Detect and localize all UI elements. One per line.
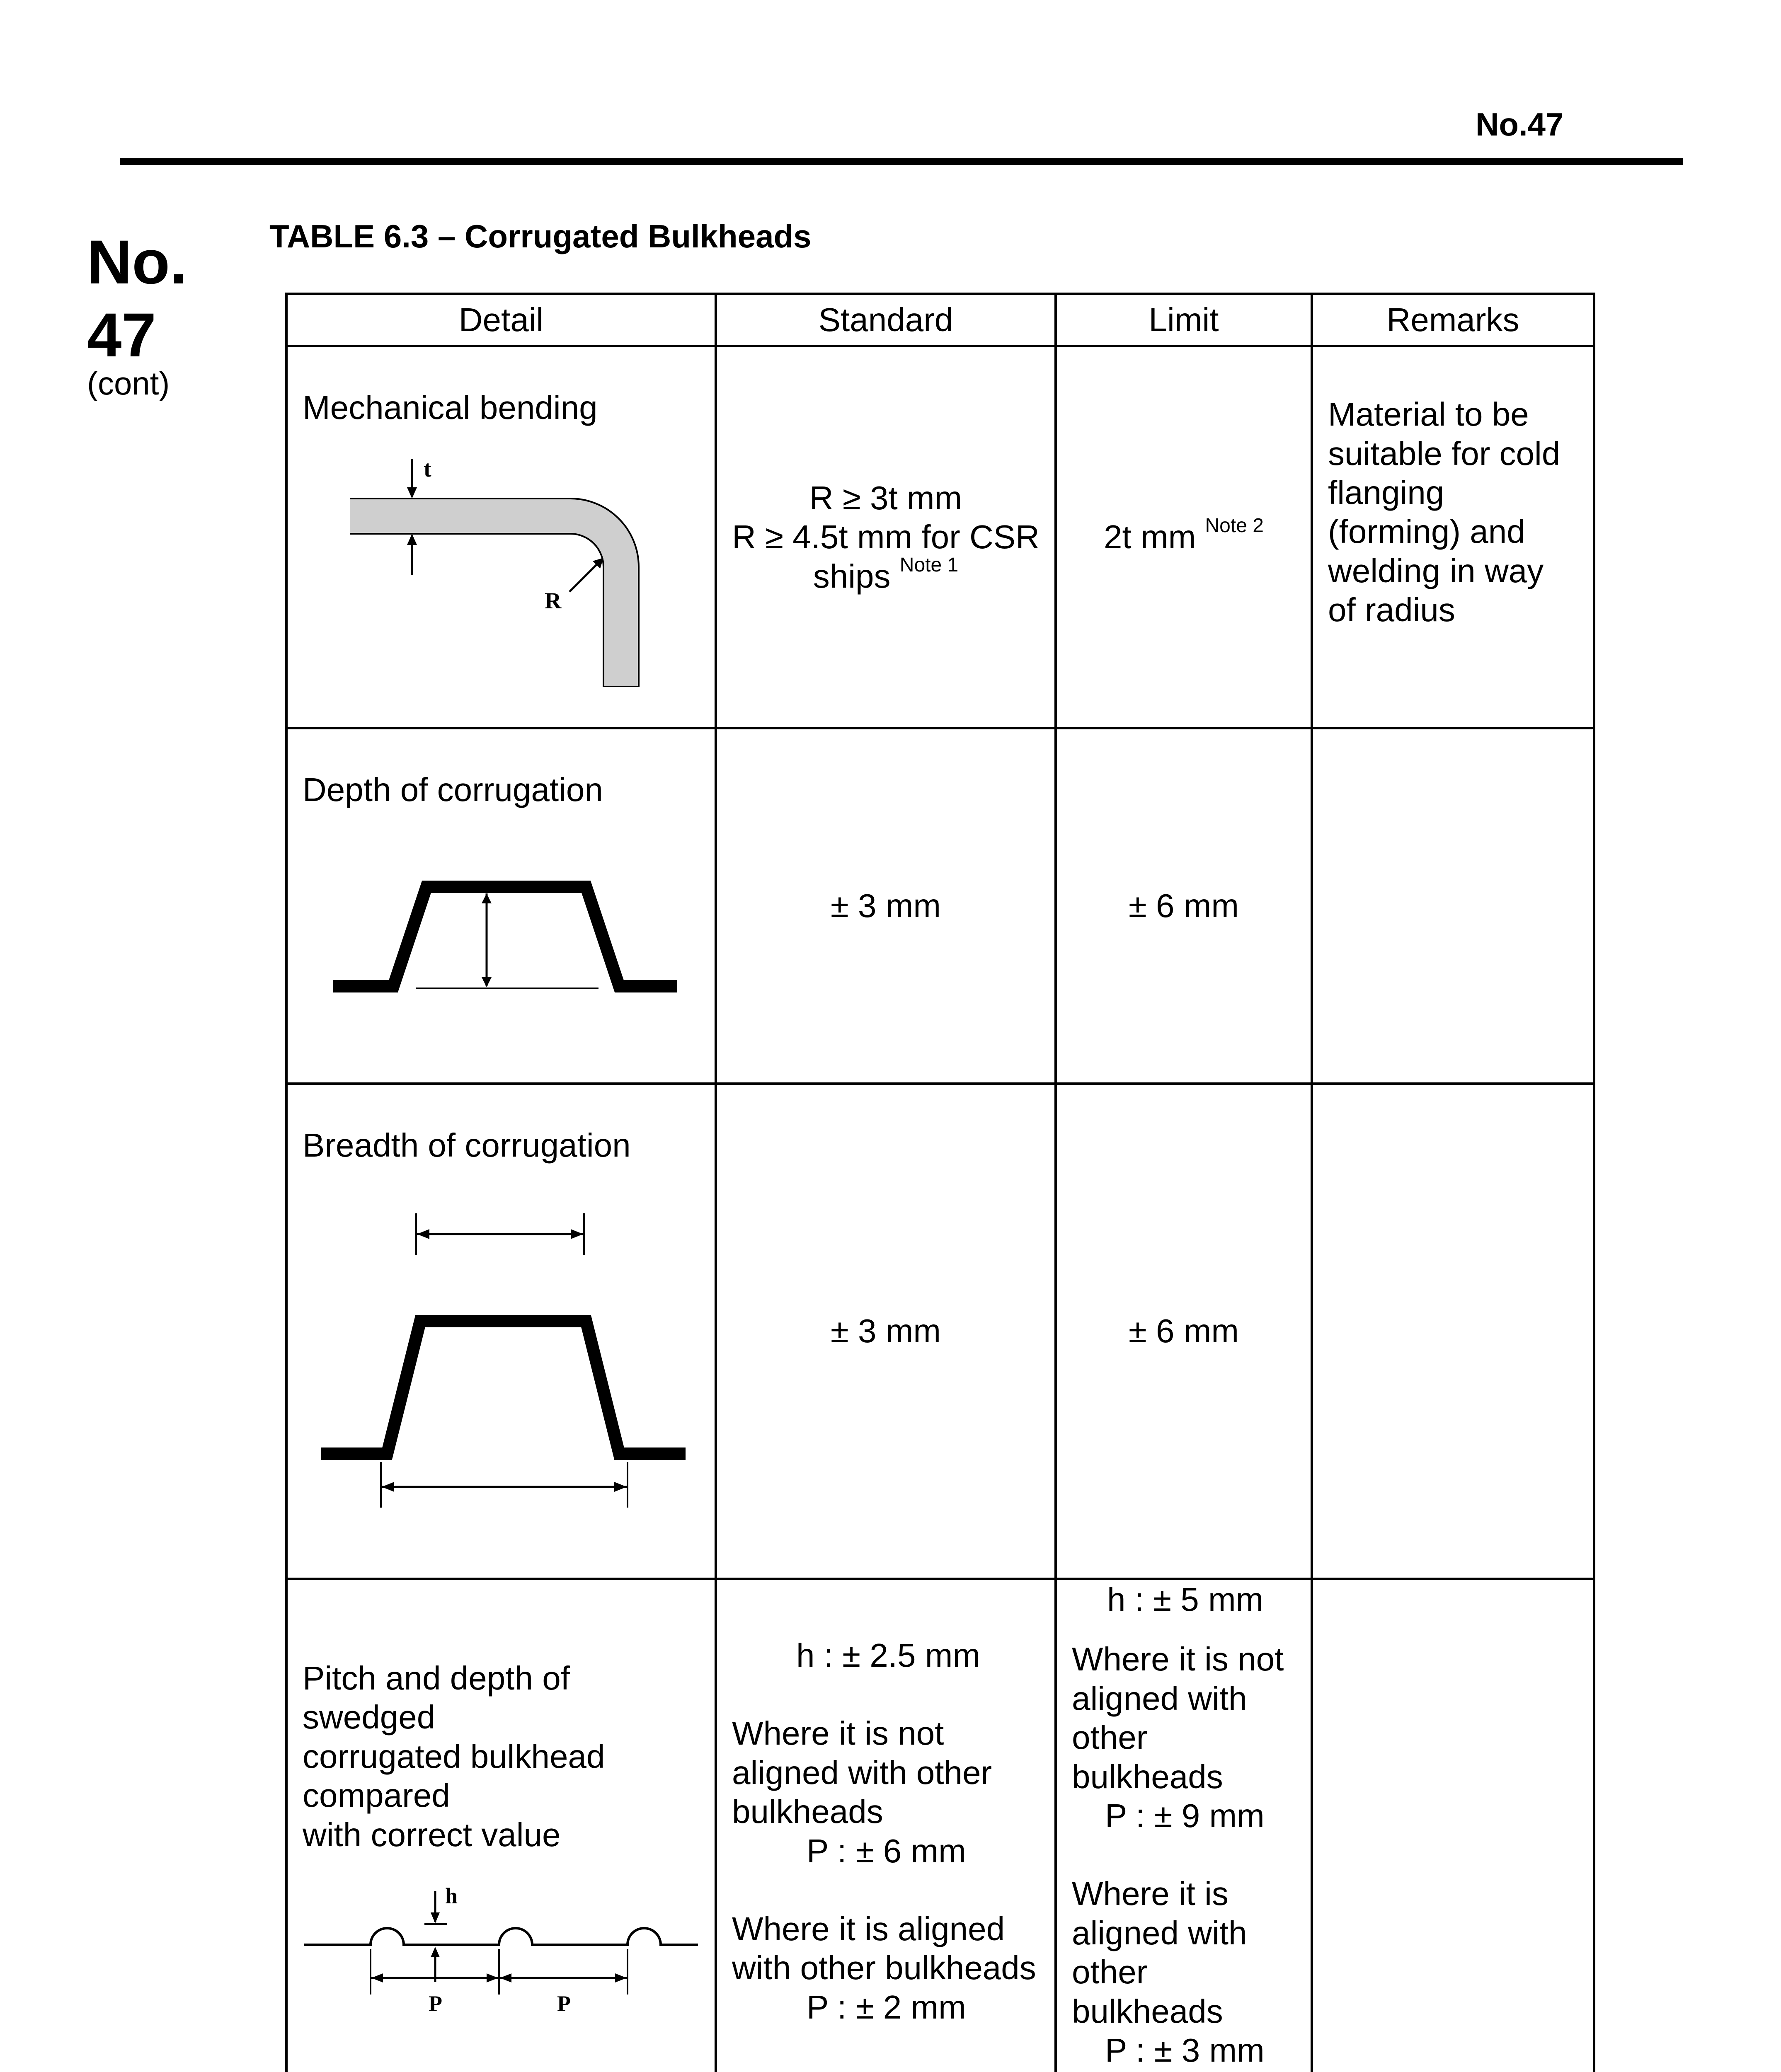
table-row [286, 728, 1594, 1084]
limit-line: Where it is not [1072, 1641, 1284, 1678]
detail-line: Pitch and depth of [303, 1660, 570, 1697]
detail-cell [286, 728, 716, 1084]
standard-line: Where it is not [732, 1715, 944, 1752]
header-limit: Limit [1056, 294, 1312, 346]
limit-line [1072, 1835, 1311, 1874]
detail-text: Mechanical bending [303, 389, 598, 426]
note-ref: Note 1 [899, 554, 959, 576]
note-ref: Note 2 [1205, 515, 1264, 537]
detail-line: with correct value [303, 1816, 561, 1853]
remarks-cell [1312, 346, 1594, 728]
detail-line: swedged [303, 1699, 436, 1736]
standard-line: with other bulkheads [732, 1949, 1036, 1987]
standard-line: P : ± 2 mm [807, 1988, 966, 2026]
header-standard: Standard [716, 294, 1056, 346]
table-row [286, 346, 1594, 728]
standard-line: bulkheads [732, 1793, 883, 1830]
limit-line: bulkheads [1072, 1758, 1223, 1795]
standard-line-text: ships [813, 557, 891, 595]
detail-text: Breadth of corrugation [303, 1127, 631, 1164]
corrugated-bulkheads-table [285, 293, 1595, 2072]
breadth-diagram [321, 1201, 686, 1545]
standard-line: R ≥ 3t mm [809, 479, 962, 516]
standard-line: Where it is aligned [732, 1910, 1005, 1947]
side-no-value: 47 [87, 300, 156, 370]
limit-text: 2t mm [1104, 518, 1196, 556]
detail-cell [286, 346, 716, 728]
remarks-line: (forming) and [1328, 513, 1525, 550]
detail-cell [286, 1579, 716, 2072]
remarks-line: suitable for cold [1328, 435, 1560, 472]
remarks-cell [1312, 1579, 1594, 2072]
table-row [286, 1084, 1594, 1579]
detail-cell [286, 1084, 716, 1579]
table-row [286, 1579, 1594, 2072]
limit-line: P : ± 3 mm [1105, 2031, 1265, 2069]
standard-line: h : ± 2.5 mm [796, 1637, 981, 1674]
document-number: No.47 [1476, 106, 1564, 143]
remarks-cell [1312, 728, 1594, 1084]
side-number [87, 226, 187, 371]
fig-label-h: h [445, 1887, 458, 1909]
limit-cell [1056, 1579, 1312, 2072]
standard-line: P : ± 6 mm [807, 1832, 966, 1869]
standard-cell [716, 1579, 1056, 2072]
table-title: TABLE 6.3 – Corrugated Bulkheads [269, 218, 812, 254]
table-header-row [286, 294, 1594, 346]
standard-cell [716, 346, 1056, 728]
remarks-line: Material to be [1328, 396, 1529, 433]
fig-label-t: t [424, 456, 431, 482]
limit-line: other [1072, 1719, 1148, 1756]
standard-line [732, 1675, 1054, 1714]
side-no-label: No. [87, 227, 187, 297]
bending-diagram [350, 455, 640, 687]
limit-line [1072, 1619, 1311, 1640]
depth-diagram [333, 821, 677, 1028]
standard-cell: ± 3 mm [716, 728, 1056, 1084]
remarks-line: of radius [1328, 591, 1455, 629]
remarks-line: welding in way [1328, 552, 1544, 589]
standard-line [717, 554, 1054, 596]
side-cont: (cont) [87, 365, 170, 402]
standard-line: aligned with other [732, 1754, 992, 1791]
header-rule [120, 158, 1683, 165]
remarks-line: flanging [1328, 474, 1444, 511]
fig-label-r: R [545, 588, 562, 614]
remarks-cell [1312, 1084, 1594, 1579]
limit-line: aligned with [1072, 1680, 1247, 1717]
limit-line: bulkheads [1072, 1992, 1223, 2030]
standard-cell: ± 3 mm [716, 1084, 1056, 1579]
limit-line: h : ± 5 mm [1107, 1581, 1264, 1618]
pitch-diagram [304, 1887, 698, 2019]
fig-label-p1: P [429, 1991, 442, 2016]
limit-cell: ± 6 mm [1056, 728, 1312, 1084]
limit-line: P : ± 9 mm [1105, 1797, 1265, 1834]
fig-label-p2: P [557, 1991, 571, 2016]
limit-cell: ± 6 mm [1056, 1084, 1312, 1579]
standard-line [732, 1871, 1054, 1910]
limit-cell [1056, 346, 1312, 728]
detail-line: compared [303, 1777, 450, 1814]
limit-line: other [1072, 1953, 1148, 1991]
detail-text: Depth of corrugation [303, 771, 603, 808]
limit-line: Where it is [1072, 1875, 1229, 1912]
header-remarks: Remarks [1312, 294, 1594, 346]
header-detail: Detail [286, 294, 716, 346]
detail-line: corrugated bulkhead [303, 1738, 605, 1775]
limit-line: aligned with [1072, 1914, 1247, 1951]
standard-line: R ≥ 4.5t mm for CSR [732, 518, 1040, 556]
